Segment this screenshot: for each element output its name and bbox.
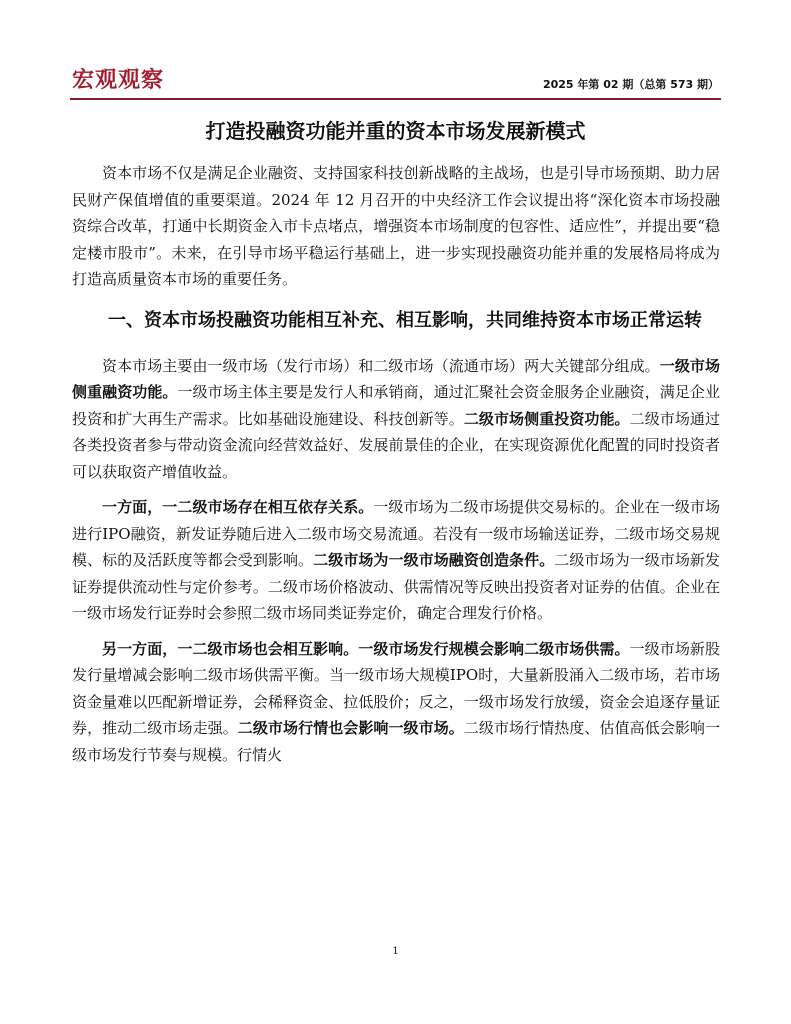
intro-paragraph: 资本市场不仅是满足企业融资、支持国家科技创新战略的主战场，也是引导市场预期、助力居民财产保值增值的重要渠道。2024 年 12 月召开的中央经济工作会议提出将“深化资本市场投融资综合改革，打通中长期资金入市卡点堵点，增强资本市场制度的包容性、适应性”，并提出要“稳定楼市股市”。未来，在引导市场平稳运行基础上，进一步实现投融资功能并重的发展格局将成为打造高质量资本市场的重要任务。 <box>72 164 720 288</box>
article-title: 打造投融资功能并重的资本市场发展新模式 <box>205 119 586 143</box>
paragraph-text: 一级市场主体主要是发行人和承销商，通过汇聚社会资金服务企业融资，满足企业投资和扩大再生产需求。比如基础设施建设、科技创新等。 <box>72 383 720 428</box>
bold-key-point: 一级市场侧重融资功能。 <box>72 356 720 401</box>
body-paragraph <box>72 494 720 627</box>
body-paragraph <box>72 636 720 769</box>
paragraph-text: 二级市场为一级市场新发证券提供流动性与定价参考。二级市场价格波动、供需情况等反映出投资者对证券的估值。企业在一级市场发行证券时会参照二级市场同类证券定价，确定合理发行价格。 <box>72 551 720 622</box>
page-number: 1 <box>392 946 399 957</box>
paragraph-text: 一级市场为二级市场提供交易标的。企业在一级市场进行IPO融资，新发证券随后进入二级市场交易流通。若没有一级市场输送证券，二级市场交易规模、标的及活跃度等都会受到影响。 <box>72 498 720 569</box>
bold-key-point: 二级市场行情也会影响一级市场。 <box>237 719 464 737</box>
publication-brand: 宏观观察 <box>72 68 165 93</box>
article-body <box>72 160 720 777</box>
paragraph-text: 一级市场新股发行量增减会影响二级市场供需平衡。当一级市场大规模IPO时，大量新股涌入二级市场，若市场资金量难以匹配新增证券，会稀释资金、拉低股价；反之，一级市场发行放缓，资金会追逐存量证券，推动二级市场走强。 <box>72 639 720 737</box>
bold-key-point: 二级市场侧重投资功能。 <box>463 409 630 428</box>
paragraph-text: 资本市场主要由一级市场（发行市场）和二级市场（流通市场）两大关键部分组成。 <box>102 356 660 375</box>
header-divider <box>70 98 721 100</box>
paragraph-text: 二级市场行情热度、估值高低会影响一级市场发行节奏与规模。行情火 <box>72 719 720 764</box>
body-paragraph <box>72 353 720 486</box>
bold-key-point: 二级市场为一级市场融资创造条件。 <box>313 551 555 569</box>
paragraph-text: 二级市场通过各类投资者参与带动资金流向经营效益好、发展前景佳的企业，在实现资源优化配置的同时投资者可以获取资产增值收益。 <box>72 409 720 481</box>
issue-number: 2025 年第 02 期（总第 573 期） <box>542 78 719 91</box>
section-heading: 一、资本市场投融资功能相互补充、相互影响，共同维持资本市场正常运转 <box>108 309 702 331</box>
bold-key-point: 另一方面，一二级市场也会相互影响。一级市场发行规模会影响二级市场供需。 <box>102 639 630 658</box>
bold-key-point: 一方面，一二级市场存在相互依存关系。 <box>102 498 374 516</box>
